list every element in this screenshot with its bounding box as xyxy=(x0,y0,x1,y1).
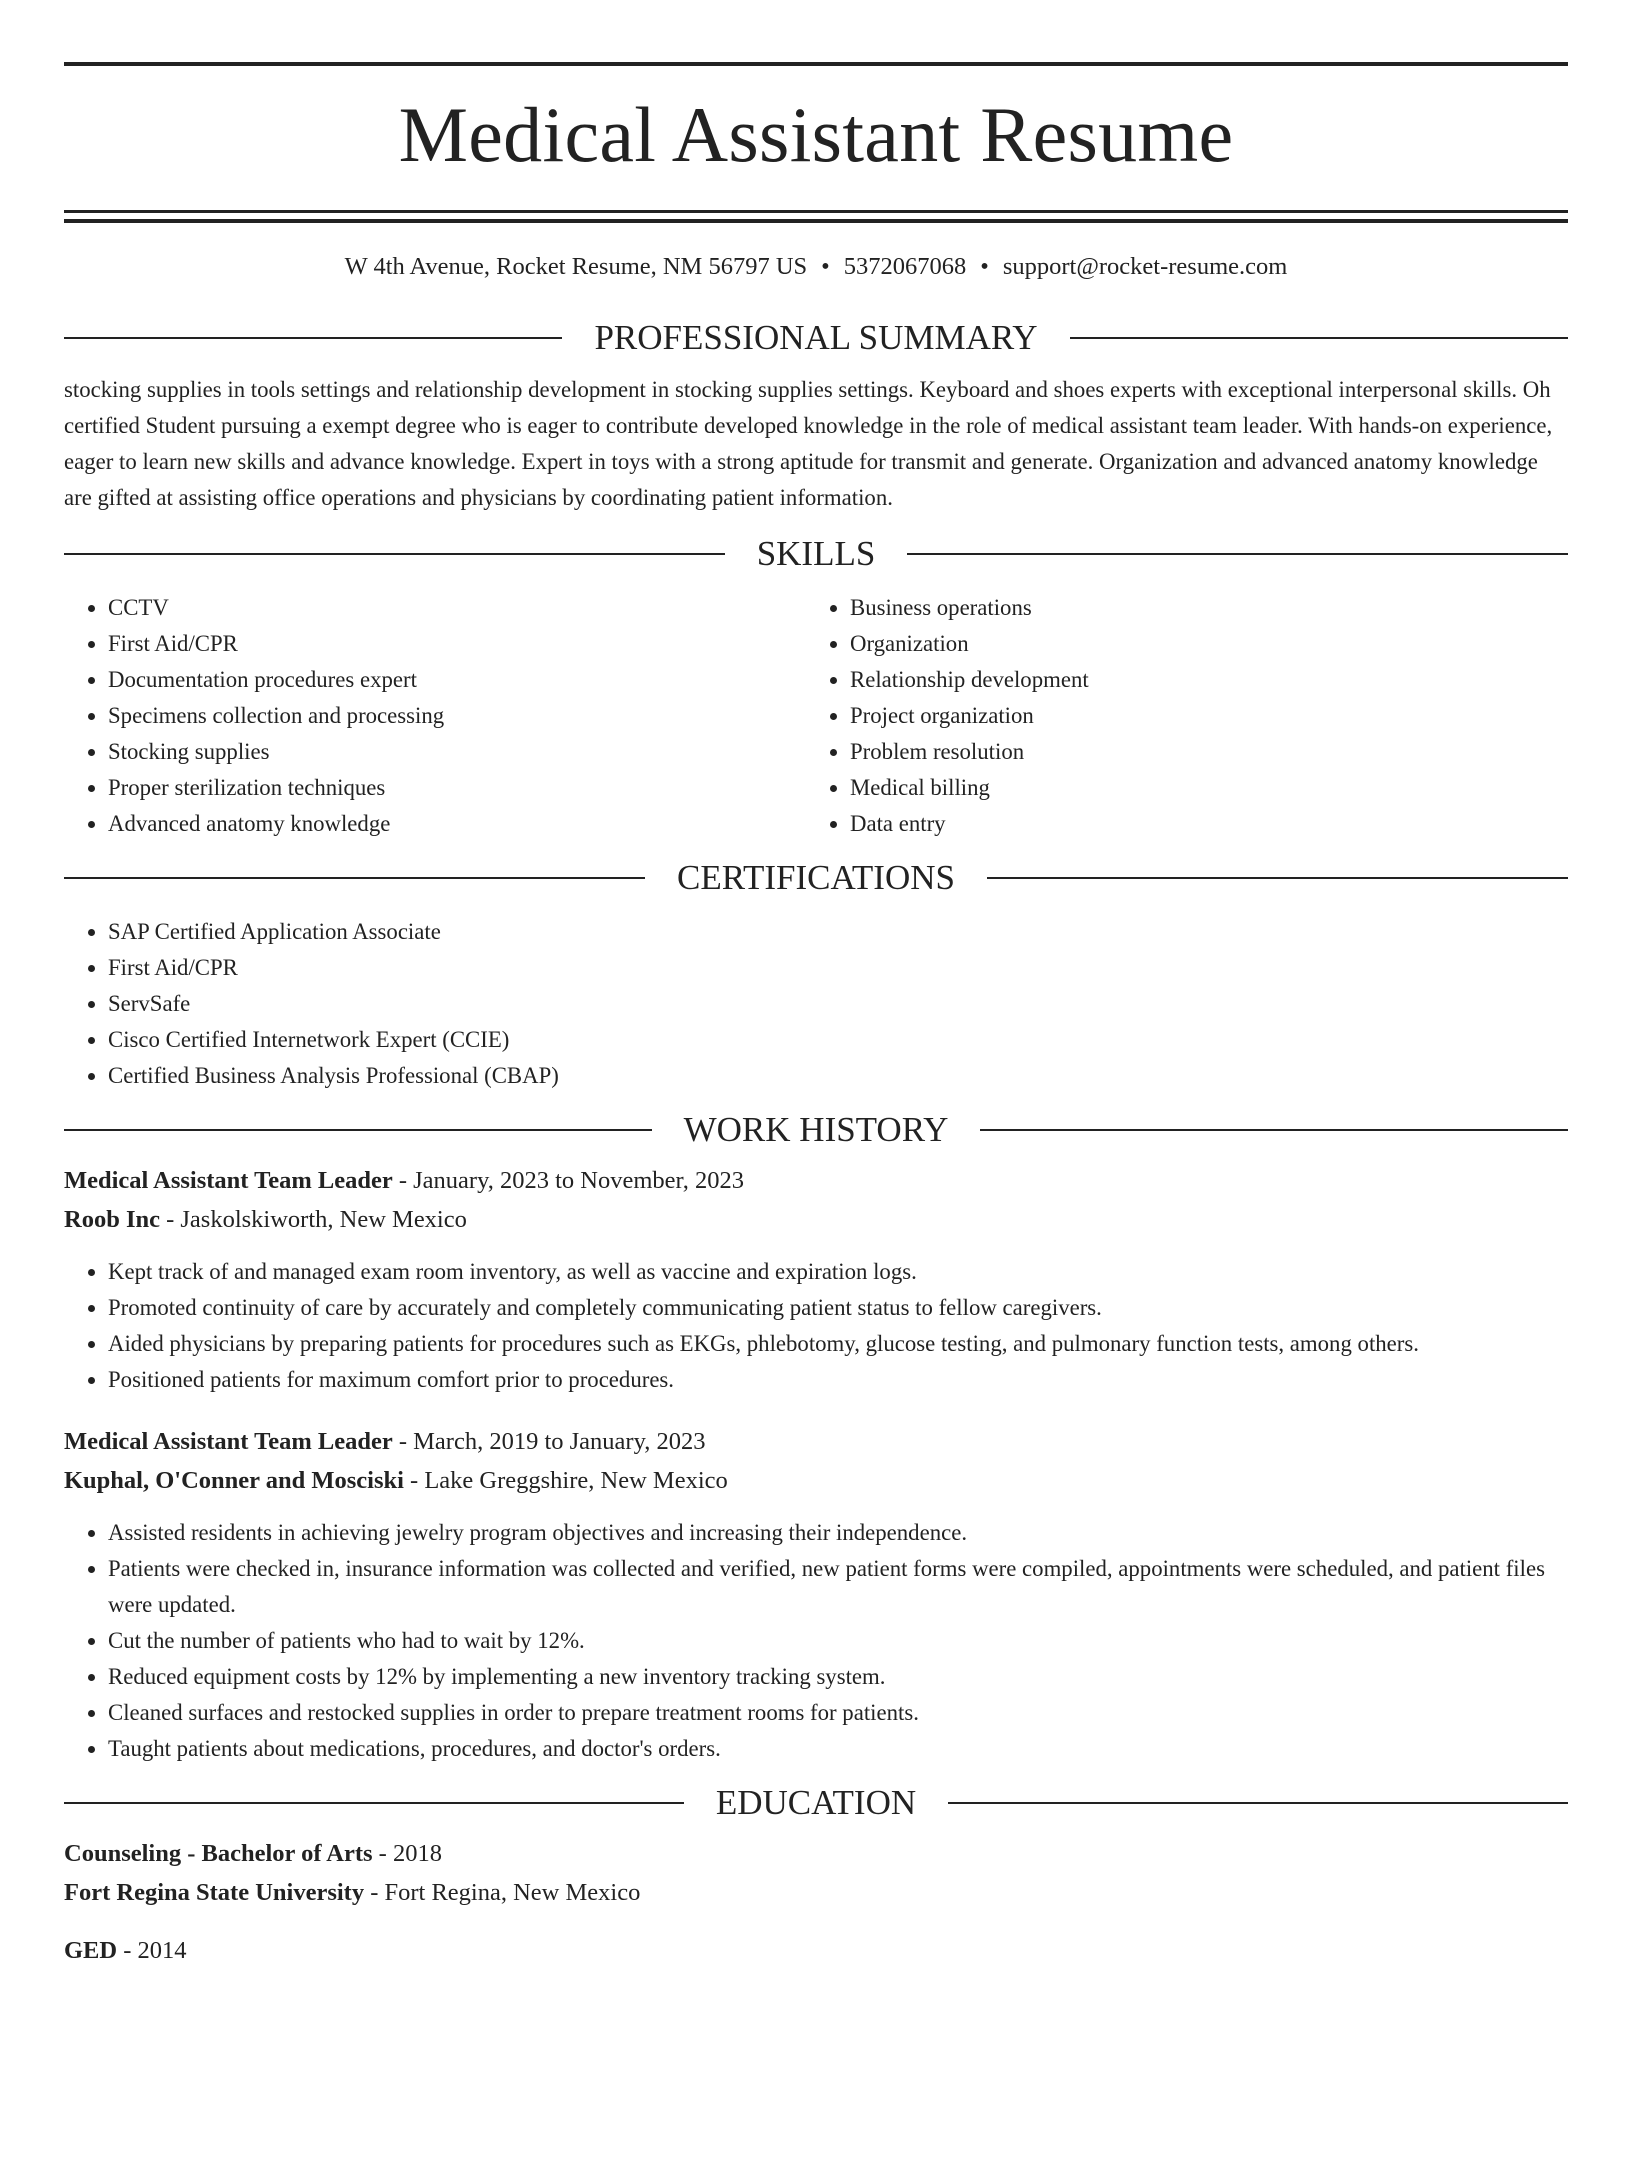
job-dates: - January, 2023 to November, 2023 xyxy=(392,1167,744,1194)
certifications-list xyxy=(64,914,1568,1094)
section-rule xyxy=(1070,337,1568,339)
skills-list-right xyxy=(806,590,1548,842)
skills-column-left xyxy=(64,590,806,842)
education-degree: GED xyxy=(64,1937,118,1964)
job-bullet: • Cleaned surfaces and restocked supplies in order to prepare treatment rooms for patients. xyxy=(108,1695,1568,1731)
skill-item: • First Aid/CPR xyxy=(108,626,806,662)
skill-item: • Stocking supplies xyxy=(108,734,806,770)
job-bullet: • Promoted continuity of care by accurately and completely communicating patient status to fellow caregivers. xyxy=(108,1290,1568,1326)
education-year: - 2014 xyxy=(117,1937,187,1964)
section-rule xyxy=(64,337,562,339)
job-location: - Jaskolskiworth, New Mexico xyxy=(159,1206,467,1233)
skill-item: • Specimens collection and processing xyxy=(108,698,806,734)
job-dates: - March, 2019 to January, 2023 xyxy=(392,1428,706,1455)
job-company-line xyxy=(64,1200,1568,1239)
skills-column-right xyxy=(806,590,1548,842)
education-degree-line xyxy=(64,1834,1568,1873)
job-title: Medical Assistant Team Leader xyxy=(64,1428,393,1455)
job-bullet: • Kept track of and managed exam room inventory, as well as vaccine and expiration logs. xyxy=(108,1254,1568,1290)
certification-item: • First Aid/CPR xyxy=(108,950,1568,986)
resume-page xyxy=(0,62,1632,2174)
job-bullets xyxy=(64,1515,1568,1767)
section-rule xyxy=(980,1129,1568,1131)
skill-item: • Data entry xyxy=(850,806,1548,842)
skill-item: • Business operations xyxy=(850,590,1548,626)
section-header-education xyxy=(64,1783,1568,1823)
skill-item: • Relationship development xyxy=(850,662,1548,698)
section-rule xyxy=(948,1802,1568,1804)
skill-item: • Organization xyxy=(850,626,1548,662)
certification-item: • Cisco Certified Internetwork Expert (CCIE) xyxy=(108,1022,1568,1058)
section-title-skills: SKILLS xyxy=(756,534,876,573)
contact-separator: • xyxy=(980,253,989,280)
job-bullet: • Cut the number of patients who had to wait by 12%. xyxy=(108,1623,1568,1659)
contact-separator: • xyxy=(821,253,830,280)
job-bullets xyxy=(64,1254,1568,1398)
section-title-education: EDUCATION xyxy=(715,1783,917,1822)
skill-item: • CCTV xyxy=(108,590,806,626)
section-header-work xyxy=(64,1110,1568,1150)
skill-item: • Advanced anatomy knowledge xyxy=(108,806,806,842)
resume-title: Medical Assistant Resume xyxy=(398,91,1234,178)
section-rule xyxy=(64,1802,684,1804)
work-history xyxy=(64,1161,1568,1767)
job-bullet: • Reduced equipment costs by 12% by implementing a new inventory tracking system. xyxy=(108,1659,1568,1695)
section-rule xyxy=(907,553,1568,555)
section-title-summary: PROFESSIONAL SUMMARY xyxy=(594,318,1038,357)
job-company: Kuphal, O'Conner and Mosciski xyxy=(64,1467,404,1494)
job-company: Roob Inc xyxy=(64,1206,160,1233)
title-double-rule xyxy=(64,210,1568,223)
section-rule xyxy=(987,877,1568,879)
skill-item: • Project organization xyxy=(850,698,1548,734)
job-bullet: • Taught patients about medications, procedures, and doctor's orders. xyxy=(108,1731,1568,1767)
education-school-line xyxy=(64,1873,1568,1912)
job-title: Medical Assistant Team Leader xyxy=(64,1167,393,1194)
skill-item: • Problem resolution xyxy=(850,734,1548,770)
contact-email: support@rocket-resume.com xyxy=(1002,253,1288,280)
education-school: Fort Regina State University xyxy=(64,1879,365,1906)
job-bullet: • Positioned patients for maximum comfort prior to procedures. xyxy=(108,1362,1568,1398)
skills-columns xyxy=(64,590,1568,842)
section-header-skills xyxy=(64,534,1568,574)
job-bullet: • Patients were checked in, insurance information was collected and verified, new patient forms were compiled, appointments were scheduled, and patient files were updated. xyxy=(108,1551,1568,1623)
job-title-line xyxy=(64,1422,1568,1461)
certification-item: • ServSafe xyxy=(108,986,1568,1022)
education-entry xyxy=(64,1834,1568,1912)
skills-list-left xyxy=(64,590,806,842)
section-title-work: WORK HISTORY xyxy=(683,1110,949,1149)
education-list xyxy=(64,1834,1568,1970)
section-rule xyxy=(64,877,645,879)
job-bullet: • Assisted residents in achieving jewelry program objectives and increasing their independence. xyxy=(108,1515,1568,1551)
skill-item: • Documentation procedures expert xyxy=(108,662,806,698)
section-header-summary xyxy=(64,318,1568,358)
education-location: - Fort Regina, New Mexico xyxy=(364,1879,641,1906)
section-rule xyxy=(64,553,725,555)
job-title-line xyxy=(64,1161,1568,1200)
skill-item: • Medical billing xyxy=(850,770,1548,806)
section-rule xyxy=(64,1129,652,1131)
skill-item: • Proper sterilization techniques xyxy=(108,770,806,806)
summary-text: stocking supplies in tools settings and relationship development in stocking supplies settings. Keyboard and shoes experts with exceptional interpersonal skills. Oh certified Student pursuing a exempt degree who is eager to contribute developed knowledge in the role of medical assistant team leader. With hands-on experience, eager to learn new skills and advance knowledge. Expert in toys with a strong aptitude for transmit and generate. Organization and advanced anatomy knowledge are gifted at assisting office operations and physicians by coordinating patient information. xyxy=(64,377,1553,510)
section-header-certifications xyxy=(64,858,1568,898)
job-entry xyxy=(64,1161,1568,1398)
education-year: - 2018 xyxy=(372,1840,442,1867)
education-degree: Counseling - Bachelor of Arts xyxy=(64,1840,373,1867)
certification-item: • Certified Business Analysis Professional (CBAP) xyxy=(108,1058,1568,1094)
section-title-certifications: CERTIFICATIONS xyxy=(677,858,955,897)
contact-address: W 4th Avenue, Rocket Resume, NM 56797 US xyxy=(344,253,808,280)
contact-phone: 5372067068 xyxy=(843,253,967,280)
job-location: - Lake Greggshire, New Mexico xyxy=(403,1467,728,1494)
certification-item: • SAP Certified Application Associate xyxy=(108,914,1568,950)
job-company-line xyxy=(64,1461,1568,1500)
education-entry xyxy=(64,1931,1568,1970)
job-entry xyxy=(64,1422,1568,1767)
job-bullet: • Aided physicians by preparing patients for procedures such as EKGs, phlebotomy, glucose testing, and pulmonary function tests, among others. xyxy=(108,1326,1568,1362)
contact-line xyxy=(64,252,1568,282)
education-degree-line xyxy=(64,1931,1568,1970)
